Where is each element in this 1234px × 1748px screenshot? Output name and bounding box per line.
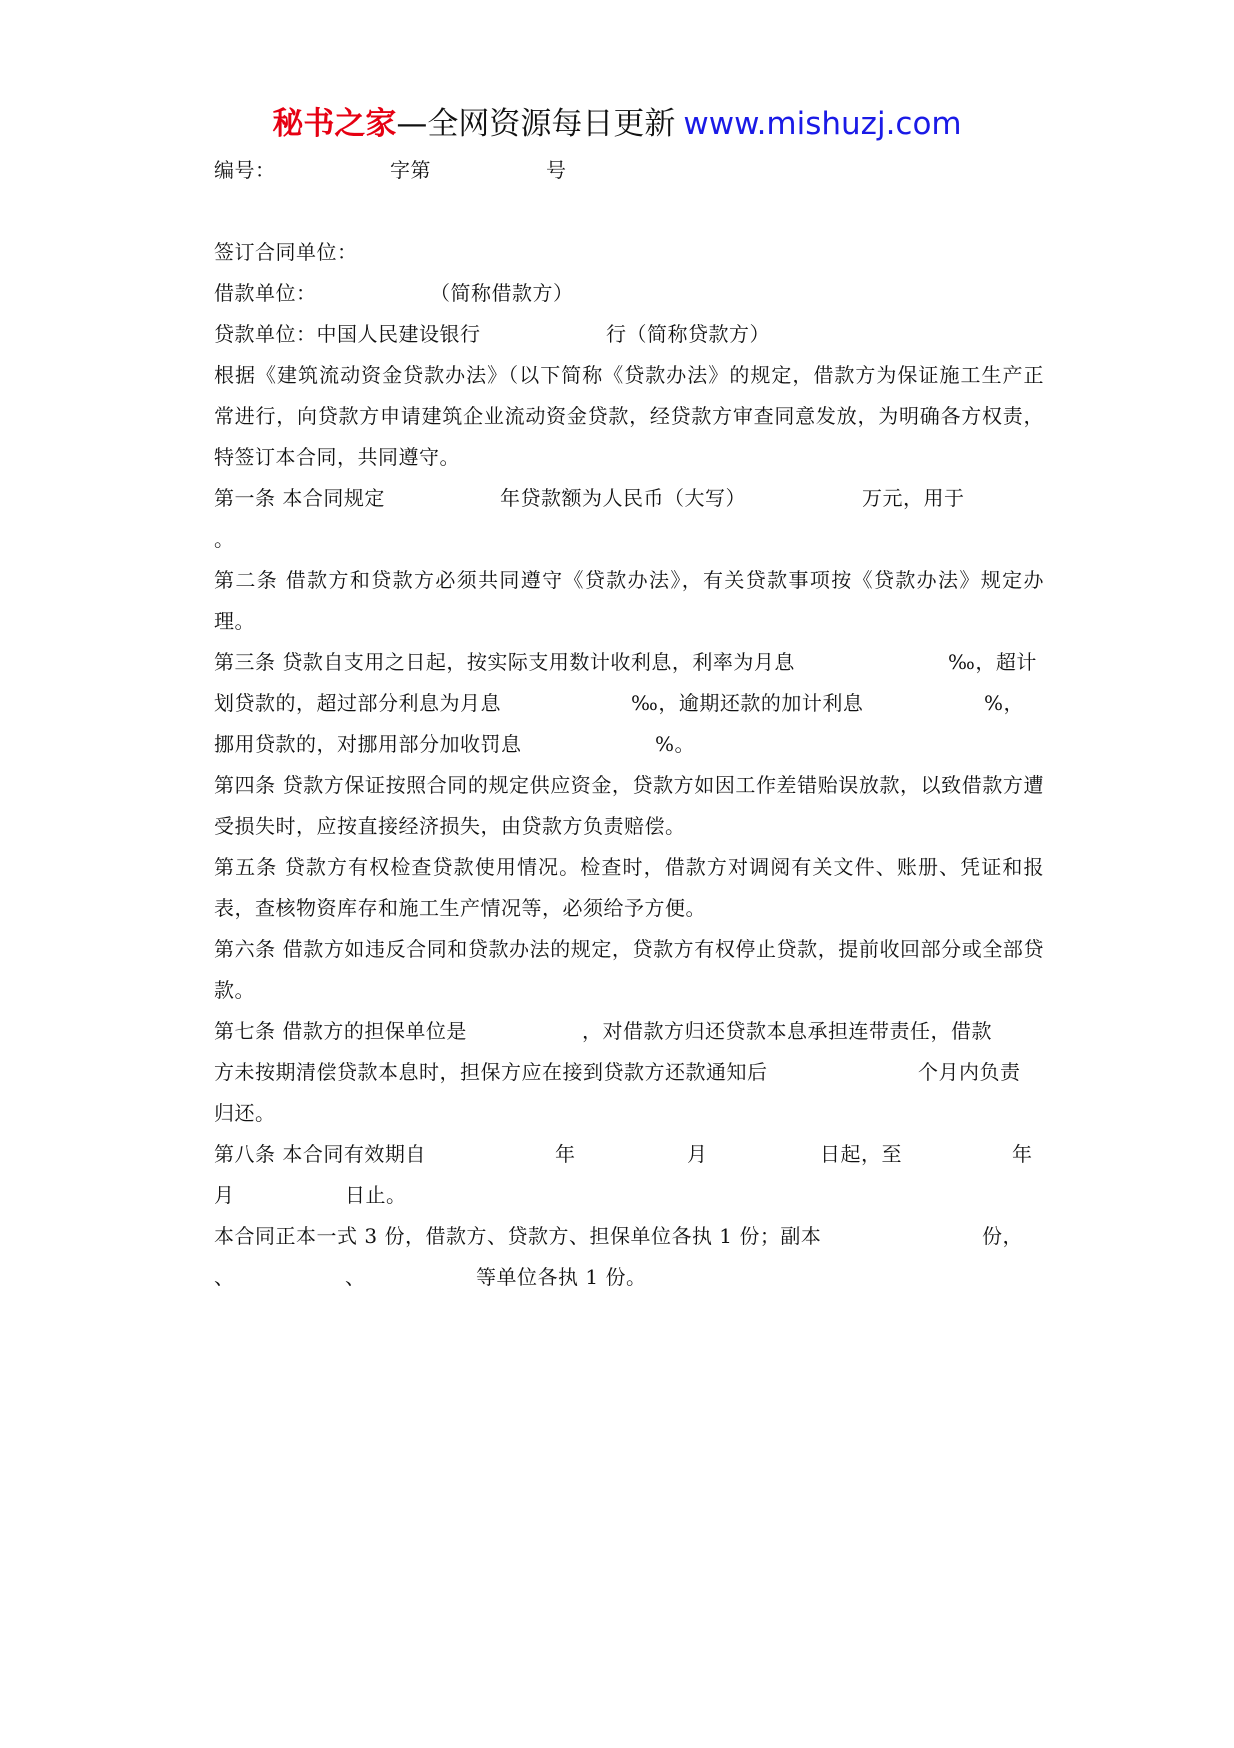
lender-line — [214, 314, 1044, 355]
site-header — [0, 100, 1234, 148]
preamble-paragraph: 根据《建筑流动资金贷款办法》（以下简称《贷款办法》的规定，借款方为保证施工生产正常进行，向贷款方申请建筑企业流动资金贷款，经贷款方审查同意发放，为明确各方权责，特签订本合同，共同遵守。 — [214, 363, 1044, 469]
article-3-line-2 — [214, 683, 1044, 724]
parties-label-text: 签订合同单位： — [214, 240, 358, 264]
number-zi: 字第 — [390, 158, 431, 182]
article-8-part-a: 第八条 本合同有效期自 — [214, 1142, 426, 1166]
borrower-label: 借款单位： — [214, 281, 317, 305]
article-7-part-b: ，对借款方归还贷款本息承担连带责任，借款 — [582, 1019, 992, 1043]
lender-abbr: 行（简称贷款方） — [606, 322, 770, 346]
article-8-line-1 — [214, 1134, 1044, 1175]
spacer — [214, 191, 1044, 232]
borrower-abbr: （简称借款方） — [430, 281, 574, 305]
lender-label: 贷款单位：中国人民建设银行 — [214, 322, 481, 346]
article-3-part-a: 第三条 贷款自支用之日起，按实际支用数计收利息，利率为月息 — [214, 650, 795, 674]
parties-label — [214, 232, 1044, 273]
copies-part-a: 本合同正本一式 3 份，借款方、贷款方、担保单位各执 1 份；副本 — [214, 1224, 822, 1248]
article-8-part-g: 日止。 — [345, 1183, 407, 1207]
article-3-part-b: ‰，超计 — [948, 650, 1037, 674]
borrower-line — [214, 273, 1044, 314]
article-7-part-a: 第七条 借款方的担保单位是 — [214, 1019, 467, 1043]
article-7-part-c: 方未按期清偿贷款本息时，担保方应在接到贷款方还款通知后 — [214, 1060, 768, 1084]
article-3-part-f: 挪用贷款的，对挪用部分加收罚息 — [214, 732, 522, 756]
article-5-paragraph: 第五条 贷款方有权检查贷款使用情况。检查时，借款方对调阅有关文件、账册、凭证和报表，查核物资库存和施工生产情况等，必须给予方便。 — [214, 855, 1044, 920]
copies-line-1 — [214, 1216, 1044, 1257]
site-url-link[interactable]: www.mishuzj.com — [683, 106, 962, 142]
article-3-part-e: %， — [984, 691, 1025, 715]
article-2-paragraph: 第二条 借款方和贷款方必须共同遵守《贷款办法》，有关贷款事项按《贷款办法》规定办理。 — [214, 568, 1044, 633]
article-1-part-b: 年贷款额为人民币（大写） — [500, 486, 746, 510]
article-6-paragraph: 第六条 借款方如违反合同和贷款办法的规定，贷款方有权停止贷款，提前收回部分或全部贷款。 — [214, 937, 1044, 1002]
article-3-part-c: 划贷款的，超过部分利息为月息 — [214, 691, 501, 715]
copies-part-e: 等单位各执 1 份。 — [476, 1265, 647, 1289]
article-3-part-d: ‰，逾期还款的加计利息 — [631, 691, 864, 715]
copies-part-d: 、 — [345, 1265, 366, 1289]
article-4-paragraph: 第四条 贷款方保证按照合同的规定供应资金，贷款方如因工作差错贻误放款，以致借款方遭受损失时，应按直接经济损失，由贷款方负责赔偿。 — [214, 773, 1044, 838]
contract-number-line — [214, 150, 1044, 191]
article-3-line-1 — [214, 642, 1044, 683]
article-7-line-3 — [214, 1093, 1044, 1134]
article-1-end-line — [214, 519, 1044, 560]
article-8-part-f: 月 — [214, 1183, 235, 1207]
article-7-part-e: 归还。 — [214, 1101, 276, 1125]
number-label: 编号： — [214, 158, 276, 182]
article-1-end: 。 — [214, 527, 235, 551]
article-1-part-c: 万元，用于 — [862, 486, 965, 510]
article-3-part-g: %。 — [655, 732, 696, 756]
header-tagline: —全网资源每日更新 — [396, 106, 676, 142]
article-3-line-3 — [214, 724, 1044, 765]
article-8-part-e: 年 — [1012, 1142, 1033, 1166]
copies-line-2 — [214, 1257, 1044, 1298]
article-8-part-c: 月 — [687, 1142, 708, 1166]
article-7-part-d: 个月内负责 — [918, 1060, 1021, 1084]
contract-body — [214, 150, 1044, 1298]
copies-part-c: 、 — [214, 1265, 235, 1289]
brand-name: 秘书之家 — [272, 106, 397, 142]
article-7-line-1 — [214, 1011, 1044, 1052]
article-1-part-a: 第一条 本合同规定 — [214, 486, 385, 510]
article-7-line-2 — [214, 1052, 1044, 1093]
article-8-part-d: 日起，至 — [820, 1142, 902, 1166]
article-8-part-b: 年 — [555, 1142, 576, 1166]
article-8-line-2 — [214, 1175, 1044, 1216]
number-hao: 号 — [546, 158, 567, 182]
article-1-line — [214, 478, 1044, 519]
copies-part-b: 份， — [982, 1224, 1023, 1248]
